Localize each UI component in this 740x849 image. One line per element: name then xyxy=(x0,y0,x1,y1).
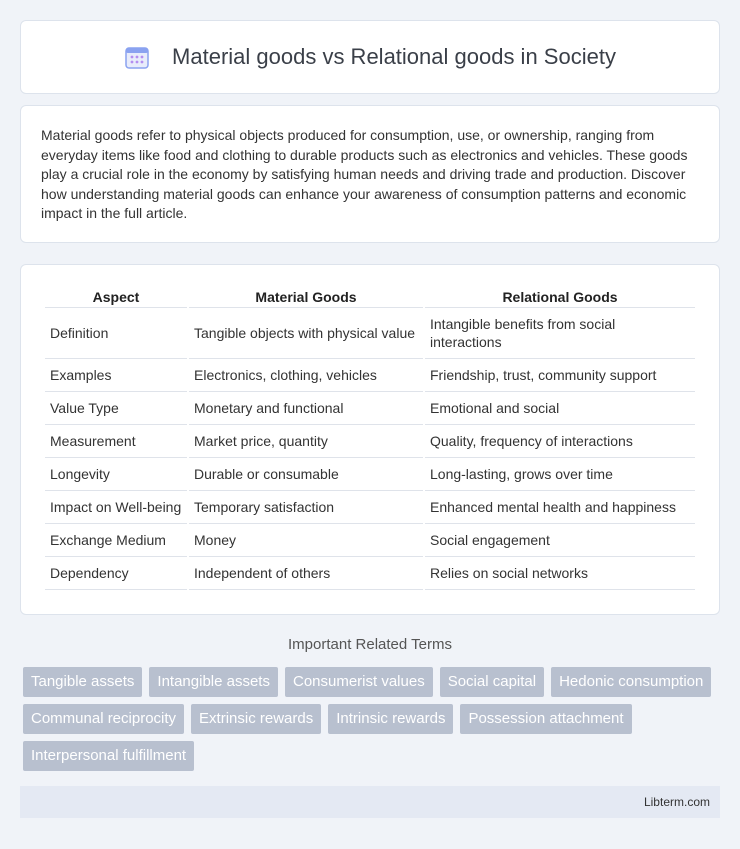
related-term-tag[interactable]: Consumerist values xyxy=(285,667,433,697)
related-terms-list xyxy=(23,667,723,778)
cell-aspect: Definition xyxy=(45,308,187,359)
footer-brand[interactable]: Libterm.com xyxy=(643,795,710,809)
cell-aspect: Measurement xyxy=(45,425,187,458)
cell-aspect: Examples xyxy=(45,359,187,392)
table-row xyxy=(45,458,695,491)
related-term-tag[interactable]: Intrinsic rewards xyxy=(328,704,453,734)
column-header-aspect: Aspect xyxy=(45,285,187,308)
table-row xyxy=(45,557,695,590)
related-term-tag[interactable]: Communal reciprocity xyxy=(23,704,184,734)
column-header-relational: Relational Goods xyxy=(425,285,695,308)
cell-aspect: Value Type xyxy=(45,392,187,425)
related-term-tag[interactable]: Social capital xyxy=(440,667,544,697)
cell-material: Monetary and functional xyxy=(189,392,423,425)
comparison-table xyxy=(43,285,697,590)
cell-material: Market price, quantity xyxy=(189,425,423,458)
cell-relational: Friendship, trust, community support xyxy=(425,359,695,392)
cell-relational: Intangible benefits from social interactions xyxy=(425,308,695,359)
related-term-tag[interactable]: Possession attachment xyxy=(460,704,631,734)
table-row xyxy=(45,392,695,425)
cell-material: Durable or consumable xyxy=(189,458,423,491)
intro-text: Material goods refer to physical objects produced for consumption, use, or ownership, ranging from everyday items like food and clothing to durable products such as electronics and vehicles. These goods play a crucial role in the economy by satisfying human needs and driving trade and production. Discover how understanding material goods can enhance your awareness of consumption patterns and economic impact in the full article. xyxy=(41,127,688,221)
comparison-table-card xyxy=(20,264,720,615)
calendar-icon xyxy=(124,44,150,70)
cell-material: Tangible objects with physical value xyxy=(189,308,423,359)
table-row xyxy=(45,425,695,458)
cell-relational: Social engagement xyxy=(425,524,695,557)
table-row xyxy=(45,491,695,524)
related-term-tag[interactable]: Intangible assets xyxy=(149,667,278,697)
table-row xyxy=(45,359,695,392)
cell-material: Temporary satisfaction xyxy=(189,491,423,524)
cell-aspect: Exchange Medium xyxy=(45,524,187,557)
cell-aspect: Longevity xyxy=(45,458,187,491)
intro-card xyxy=(20,105,720,243)
header-card xyxy=(20,20,720,94)
footer xyxy=(20,786,720,818)
cell-aspect: Impact on Well-being xyxy=(45,491,187,524)
cell-relational: Long-lasting, grows over time xyxy=(425,458,695,491)
cell-aspect: Dependency xyxy=(45,557,187,590)
related-terms-title: Important Related Terms xyxy=(288,636,452,653)
cell-relational: Relies on social networks xyxy=(425,557,695,590)
cell-material: Independent of others xyxy=(189,557,423,590)
related-term-tag[interactable]: Tangible assets xyxy=(23,667,142,697)
related-term-tag[interactable]: Extrinsic rewards xyxy=(191,704,321,734)
table-header-row xyxy=(45,285,695,308)
page-title: Material goods vs Relational goods in Society xyxy=(172,44,616,69)
cell-relational: Emotional and social xyxy=(425,392,695,425)
cell-relational: Enhanced mental health and happiness xyxy=(425,491,695,524)
table-row xyxy=(45,308,695,359)
table-row xyxy=(45,524,695,557)
column-header-material: Material Goods xyxy=(189,285,423,308)
related-term-tag[interactable]: Interpersonal fulfillment xyxy=(23,741,194,771)
cell-material: Electronics, clothing, vehicles xyxy=(189,359,423,392)
related-term-tag[interactable]: Hedonic consumption xyxy=(551,667,711,697)
cell-material: Money xyxy=(189,524,423,557)
cell-relational: Quality, frequency of interactions xyxy=(425,425,695,458)
